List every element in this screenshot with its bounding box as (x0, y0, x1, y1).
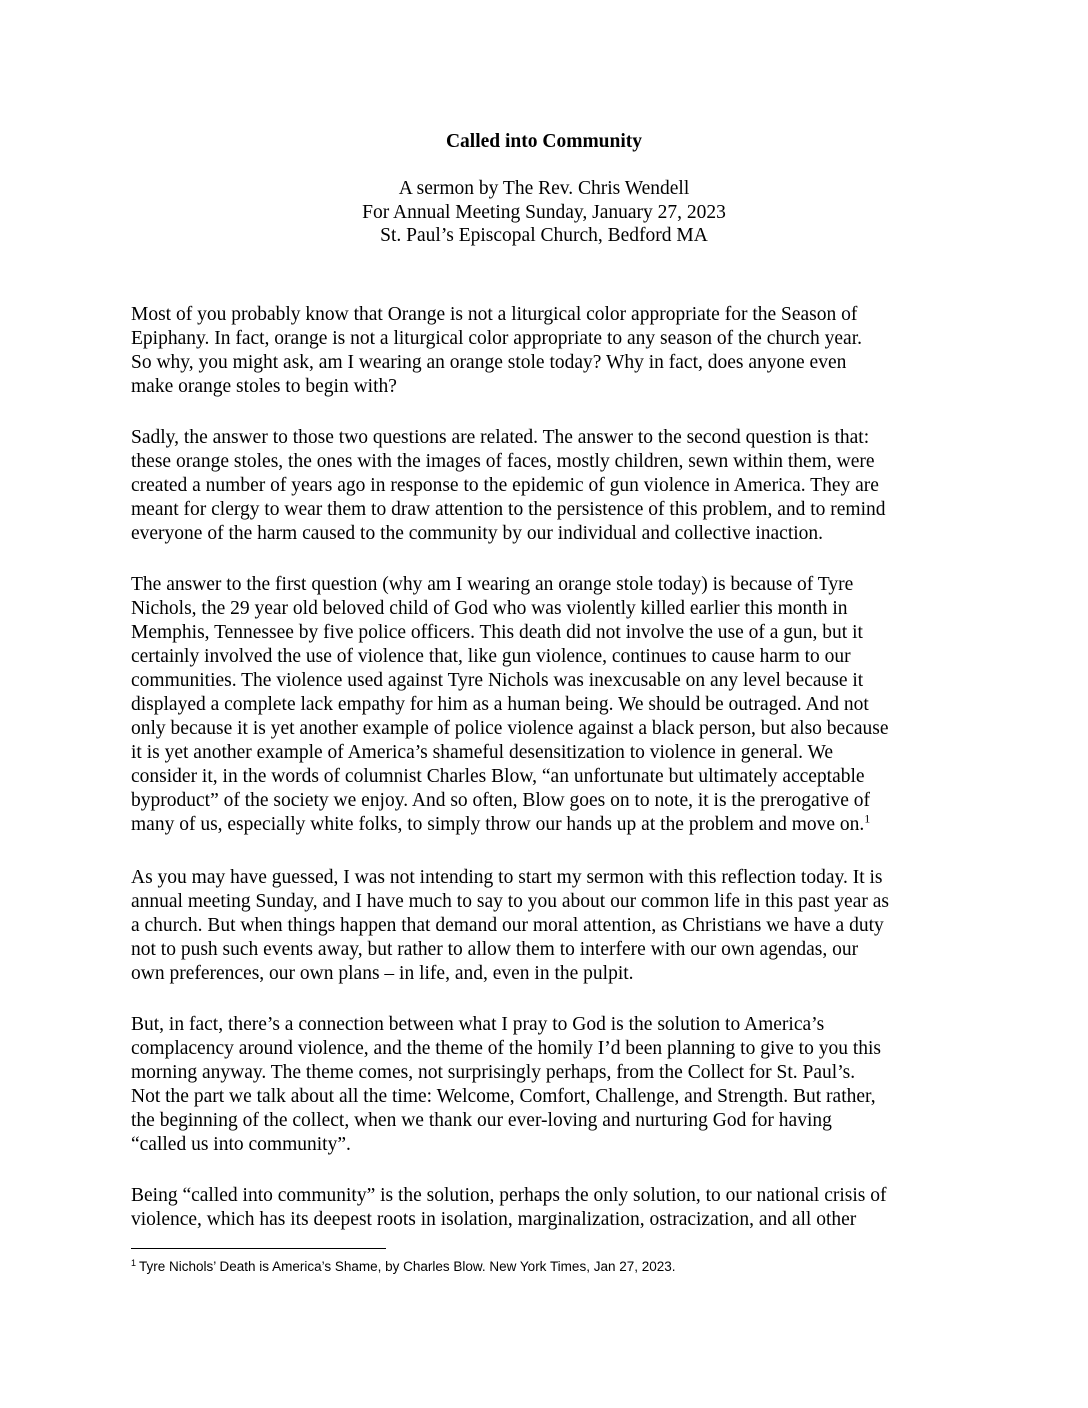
text-line (131, 813, 971, 837)
text-line: So why, you might ask, am I wearing an orange stole today? Why in fact, does anyone even (131, 352, 847, 373)
byline-author: A sermon by The Rev. Chris Wendell (398, 178, 690, 199)
text-line: Epiphany. In fact, orange is not a liturgical color appropriate to any season of the church year. (131, 328, 862, 349)
text-line: Most of you probably know that Orange is not a liturgical color appropriate for the Season of (131, 304, 858, 325)
text-line: a church. But when things happen that demand our moral attention, as Christians we have a duty (131, 915, 884, 936)
text-line: only because it is yet another example of police violence against a black person, but also because (131, 718, 889, 739)
text-line: created a number of years ago in response to the epidemic of gun violence in America. They are (131, 475, 879, 496)
text-line: consider it, in the words of columnist Charles Blow, “an unfortunate but ultimately acceptable (131, 766, 865, 787)
text-line: annual meeting Sunday, and I have much to say to you about our common life in this past year as (131, 891, 889, 912)
text-line: communities. The violence used against Tyre Nichols was inexcusable on any level because it (131, 670, 864, 691)
text-line: certainly involved the use of violence that, like gun violence, continues to cause harm to our (131, 646, 851, 667)
text-line-content: many of us, especially white folks, to simply throw our hands up at the problem and move on. (131, 814, 865, 835)
footnote-divider (131, 1248, 386, 1249)
byline-church: St. Paul’s Episcopal Church, Bedford MA (380, 225, 708, 246)
text-line: As you may have guessed, I was not intending to start my sermon with this reflection today. It is (131, 867, 883, 888)
text-line: meant for clergy to wear them to draw attention to the persistence of this problem, and to remind (131, 499, 886, 520)
paragraph-5 (131, 1013, 971, 1157)
text-line: morning anyway. The theme comes, not surprisingly perhaps, from the Collect for St. Paul’s. (131, 1062, 856, 1083)
paragraph-6 (131, 1184, 971, 1232)
text-line: violence, which has its deepest roots in isolation, marginalization, ostracization, and all other (131, 1209, 857, 1230)
text-line: Not the part we talk about all the time: Welcome, Comfort, Challenge, and Strength. But rather, (131, 1086, 876, 1107)
text-line: complacency around violence, and the theme of the homily I’d been planning to give to you this (131, 1038, 881, 1059)
byline-occasion: For Annual Meeting Sunday, January 27, 2023 (362, 201, 726, 223)
footnote-text: Tyre Nichols’ Death is America’s Shame, by Charles Blow. New York Times, Jan 27, 2023. (139, 1259, 676, 1274)
text-line: it is yet another example of America’s shameful desensitization to violence in general. We (131, 742, 834, 763)
text-line: Memphis, Tennessee by five police officers. This death did not involve the use of a gun, but it (131, 622, 863, 643)
text-line: own preferences, our own plans – in life, and, even in the pulpit. (131, 963, 634, 984)
text-line: The answer to the first question (why am I wearing an orange stole today) is because of Tyre (131, 574, 854, 595)
text-line: the beginning of the collect, when we thank our ever-loving and nurturing God for having (131, 1110, 832, 1131)
text-line: make orange stoles to begin with? (131, 376, 397, 397)
text-line: byproduct” of the society we enjoy. And so often, Blow goes on to note, it is the prerogative of (131, 790, 871, 811)
text-line: displayed a complete lack empathy for him as a human being. We should be outraged. And not (131, 694, 869, 715)
sermon-byline (0, 177, 1088, 248)
paragraph-3 (131, 573, 971, 837)
paragraph-2 (131, 426, 971, 546)
text-line: everyone of the harm caused to the community by our individual and collective inaction. (131, 523, 824, 544)
paragraph-1 (131, 303, 971, 399)
text-line: Being “called into community” is the solution, perhaps the only solution, to our national crisis of (131, 1185, 887, 1206)
text-line: Nichols, the 29 year old beloved child of God who was violently killed earlier this month in (131, 598, 848, 619)
paragraph-4 (131, 866, 971, 986)
footnote-reference[interactable]: 1 (864, 811, 871, 826)
footnote-marker: 1 (131, 1257, 137, 1268)
text-line: these orange stoles, the ones with the images of faces, mostly children, sewn within them, were (131, 451, 875, 472)
document-title: Called into Community (445, 131, 643, 152)
text-line: But, in fact, there’s a connection between what I pray to God is the solution to America’s (131, 1014, 825, 1035)
text-line: “called us into community”. (131, 1134, 351, 1155)
text-line: Sadly, the answer to those two questions are related. The answer to the second question is that: (131, 427, 870, 448)
footnote (131, 1258, 676, 1276)
text-line: not to push such events away, but rather to allow them to interfere with our own agendas, our (131, 939, 859, 960)
